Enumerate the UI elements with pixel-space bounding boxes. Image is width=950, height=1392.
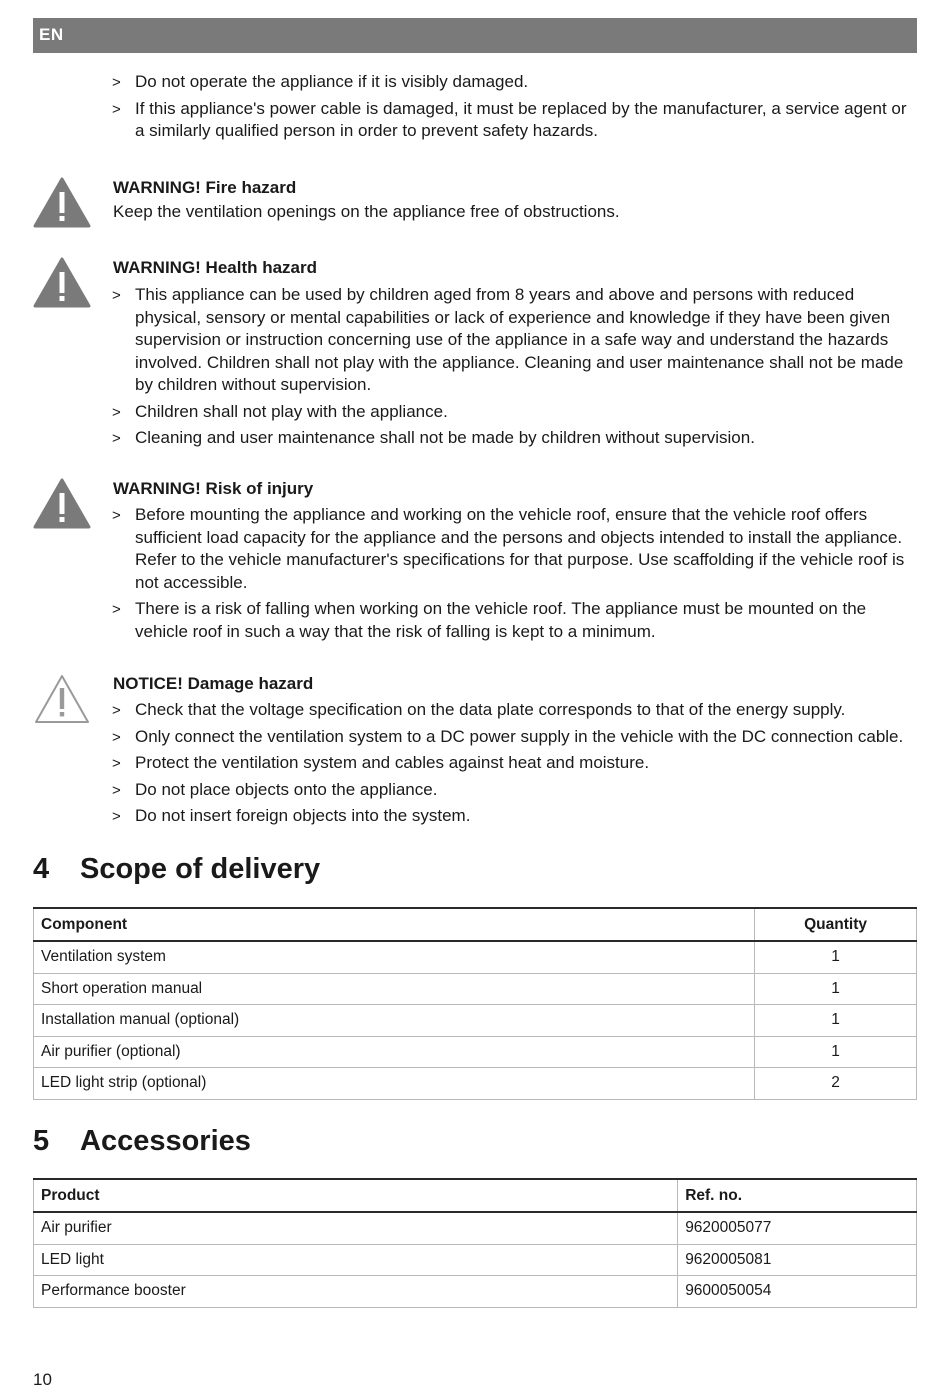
table-cell: 2: [755, 1068, 917, 1100]
chevron-icon: >: [112, 100, 121, 118]
table-cell: LED light: [34, 1244, 678, 1276]
section-number: 5: [33, 1125, 50, 1157]
warning-triangle-icon: [33, 478, 91, 530]
list-item: > Do not insert foreign objects into the system.: [112, 805, 917, 828]
warning-title: WARNING! Fire hazard: [113, 178, 297, 197]
list-item: > Do not operate the appliance if it is visibly damaged.: [112, 71, 917, 94]
table-cell: Air purifier: [34, 1212, 678, 1244]
column-header-component: Component: [34, 908, 755, 941]
intro-bullet-list: [112, 71, 917, 147]
chevron-icon: >: [112, 808, 121, 825]
table-row: [34, 1005, 917, 1037]
table-cell: 9600050054: [678, 1276, 917, 1308]
table-cell: Short operation manual: [34, 973, 755, 1005]
list-item: > This appliance can be used by children aged from 8 years and above and persons with reduced physical, sensory or mental capabilities or lack of experience and knowledge if they have been given supervision or instruction concerning use of the appliance in a safe way and understand the hazards involved. Children shall not play with the appliance. Cleaning and user maintenance shall not be made by children without supervision.: [112, 285, 904, 394]
table-cell: Performance booster: [34, 1276, 678, 1308]
section-title: Scope of delivery: [80, 853, 321, 885]
table-cell: Ventilation system: [34, 941, 755, 973]
chevron-icon: >: [112, 403, 121, 421]
warning-title: WARNING! Health hazard: [113, 258, 318, 277]
table-cell: 1: [755, 941, 917, 973]
table-cell: Air purifier (optional): [34, 1036, 755, 1068]
chevron-icon: >: [112, 287, 121, 304]
chevron-icon: >: [112, 507, 121, 524]
chevron-icon: >: [112, 728, 121, 746]
table-cell: Installation manual (optional): [34, 1005, 755, 1037]
list-item: > Do not place objects onto the appliance.: [112, 779, 917, 802]
chevron-icon: >: [112, 74, 121, 91]
table-row: [34, 1212, 917, 1244]
language-code: EN: [39, 25, 64, 44]
language-header-bar: [33, 18, 917, 53]
notice-triangle-icon: [33, 673, 91, 725]
health-hazard-bullet-list: [112, 284, 917, 454]
list-item: > Only connect the ventilation system to a DC power supply in the vehicle with the DC connection cable.: [112, 726, 917, 749]
scope-of-delivery-table: [33, 907, 917, 1100]
chevron-icon: >: [112, 601, 121, 618]
chevron-icon: >: [112, 781, 121, 799]
table-row: [34, 973, 917, 1005]
section-heading-scope-of-delivery: [33, 852, 320, 886]
chevron-icon: >: [112, 430, 121, 447]
list-item: > Cleaning and user maintenance shall not be made by children without supervision.: [112, 427, 917, 450]
warning-title: NOTICE! Damage hazard: [113, 674, 314, 693]
table-cell: 9620005081: [678, 1244, 917, 1276]
section-heading-accessories: [33, 1124, 251, 1158]
page-number: 10: [33, 1370, 52, 1389]
warning-triangle-icon: [33, 177, 91, 229]
chevron-icon: >: [112, 702, 121, 719]
chevron-icon: >: [112, 755, 121, 772]
risk-of-injury-bullet-list: [112, 504, 917, 647]
list-item: > Protect the ventilation system and cables against heat and moisture.: [112, 752, 917, 775]
column-header-ref-no: Ref. no.: [678, 1179, 917, 1212]
table-row: [34, 1068, 917, 1100]
section-number: 4: [33, 853, 50, 885]
table-row: [34, 941, 917, 973]
column-header-quantity: Quantity: [755, 908, 917, 941]
list-item: > Check that the voltage specification on the data plate corresponds to that of the energy supply.: [112, 699, 917, 722]
table-cell: 9620005077: [678, 1212, 917, 1244]
warning-text: Keep the ventilation openings on the appliance free of obstructions.: [113, 202, 620, 221]
section-title: Accessories: [80, 1125, 251, 1157]
column-header-product: Product: [34, 1179, 678, 1212]
table-row: [34, 1276, 917, 1308]
table-row: [34, 1244, 917, 1276]
damage-hazard-bullet-list: [112, 699, 917, 832]
table-row: [34, 1036, 917, 1068]
list-item: > Before mounting the appliance and working on the vehicle roof, ensure that the vehicle roof offers sufficient load capacity for the appliance and the persons and objects intended to install the appliance. Refer to the vehicle manufacturer's specifications for that purpose. Use scaffolding if the vehicle roof is not accessible.: [112, 505, 905, 592]
table-cell: 1: [755, 1036, 917, 1068]
table-header-row: [34, 1179, 917, 1212]
table-cell: 1: [755, 1005, 917, 1037]
list-item: > There is a risk of falling when working on the vehicle roof. The appliance must be mounted on the vehicle roof in such a way that the risk of falling is kept to a minimum.: [112, 599, 867, 641]
accessories-table: [33, 1178, 917, 1308]
table-header-row: [34, 908, 917, 941]
list-item: > Children shall not play with the appliance.: [112, 401, 917, 424]
table-cell: LED light strip (optional): [34, 1068, 755, 1100]
table-cell: 1: [755, 973, 917, 1005]
warning-title: WARNING! Risk of injury: [113, 479, 314, 498]
warning-triangle-icon: [33, 257, 91, 309]
list-item: > If this appliance's power cable is damaged, it must be replaced by the manufacturer, a service agent or a similarly qualified person in order to prevent safety hazards.: [112, 98, 907, 140]
